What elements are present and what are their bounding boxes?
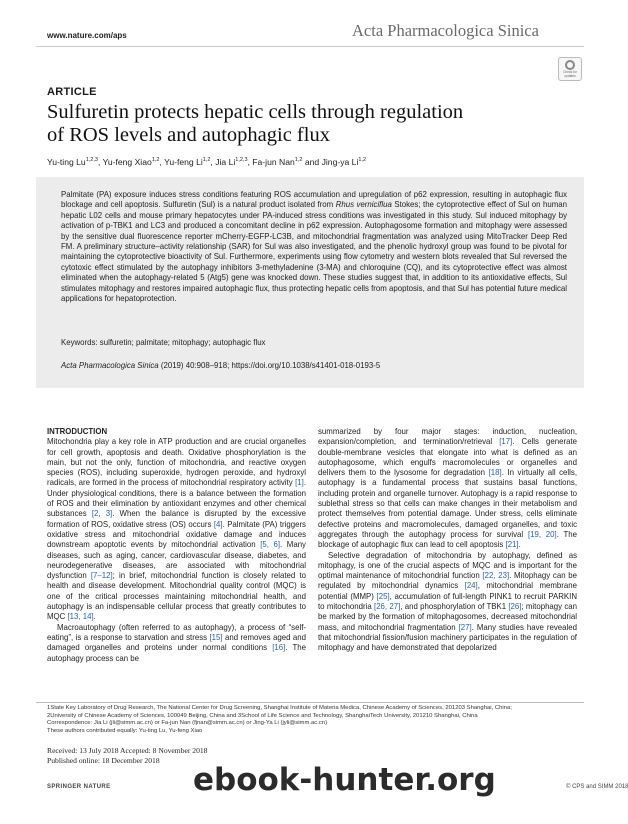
- reference-link[interactable]: [27]: [458, 622, 472, 632]
- author-name[interactable]: Jing-ya Li: [321, 157, 359, 167]
- author-affiliation: 1,2: [358, 157, 367, 164]
- author-affiliation: 1,2,3: [235, 157, 248, 164]
- reference-link[interactable]: [26]: [508, 602, 522, 612]
- reference-link[interactable]: [18]: [488, 468, 502, 478]
- reference-link[interactable]: [21]: [505, 540, 519, 550]
- reference-link[interactable]: [13, 14]: [67, 612, 94, 622]
- header-divider: [36, 46, 584, 47]
- reference-link[interactable]: [7–12]: [90, 571, 113, 581]
- reference-link[interactable]: [2, 3]: [91, 509, 113, 519]
- reference-link[interactable]: [19, 20]: [527, 529, 557, 539]
- reference-link[interactable]: [17]: [499, 437, 513, 447]
- paragraph: summarized by four major stages: induction, nucleation, expansion/completion, and termination/retrieval [17]. Cells generate double-membrane vesicles that elongate into what is defined as an autophagosome, which engulfs macromolecules or organelles and delivers them to the lysosome for degradation [18]. In virtually all cells, autophagy is a fundamental process that sustains basal functions, including protein and organelle turnover. Autophagy is a rapid response to sublethal stress so that cells can make changes in their metabolism and protect themselves from potential damage. Under stress, cells eliminate defective proteins and macromolecules, damaged organelles, and toxic aggregates through the autophagy process for survival [19, 20]. The blockage of autophagic flux can lead to cell apoptosis [21].: [318, 427, 578, 550]
- paragraph: Macroautophagy (often referred to as autophagy), a process of “self-eating”, is a response to starvation and stress [15] and removes aged and damaged organelles and proteins under normal conditions [16]. The autophagy process can be: [47, 622, 307, 663]
- check-updates-label: Check for updates: [563, 69, 577, 78]
- author-affiliation: 1,2,3: [85, 157, 98, 164]
- title-line-2: of ROS levels and autophagic flux: [47, 124, 330, 146]
- body-column-right: [318, 427, 577, 654]
- check-updates-badge[interactable]: [558, 57, 582, 81]
- keywords: Keywords: sulfuretin; palmitate; mitophagy; autophagic flux: [61, 338, 266, 347]
- publisher-logo: SPRINGER NATURE: [47, 784, 111, 790]
- reference-link[interactable]: [16]: [272, 643, 286, 653]
- affiliation-line: 1State Key Laboratory of Drug Research, The National Center for Drug Screening, Shanghai Institute of Materia Medica, Chinese Academy of Sciences, 201203 Shanghai, China;: [47, 705, 512, 711]
- reference-link[interactable]: [1]: [295, 478, 304, 488]
- check-updates-icon: [565, 60, 575, 70]
- equal-contribution-note: These authors contributed equally: Yu-ting Lu, Yu-feng Xiao: [47, 727, 203, 734]
- author-name[interactable]: Fa-jun Nan: [252, 157, 295, 167]
- author-name[interactable]: Yu-feng Li: [164, 157, 203, 167]
- author-affiliation: 1,2: [151, 157, 160, 164]
- reference-link[interactable]: [26, 27]: [374, 602, 401, 612]
- reference-link[interactable]: [15]: [209, 632, 223, 642]
- author-list: Yu-ting Lu$^{1,2,3}$, Yu-feng Xiao$^{1,2}$, Yu-feng Li$^{1,2}$, Jia Li$^{1,2,3}$, Fa-jun Nan$^{1,2}$ and Jing-ya Li$^{1,2}$: [47, 157, 367, 167]
- reference-link[interactable]: [5, 6]: [260, 540, 281, 550]
- abstract-text: Palmitate (PA) exposure induces stress conditions featuring ROS accumulation and upregulation of p62 expression, resulting in autophagic flux blockage and cell apoptosis. Sulfuretin (Sul) is a natural product isolated from Rhus verniciflua Stokes; the cytoprotective effect of Sul on human hepatic L02 cells and mouse primary hepatocytes under PA-induced stress conditions was investigated in this study. Sul induced mitophagy by activation of p-TBK1 and LC3 and produced a concomitant decline in p62 expression. Autophagosome formation and mitophagy were assessed by the sensitive dual fluorescence reporter mCherry-EGFP-LC3B, and mitochondrial fragmentation was analyzed using MitoTracker Deep Red FM. A preliminary structure–activity relationship (SAR) for Sul was also investigated, and the phenolic hydroxyl group was found to be pivotal for maintaining the cytoprotective bioactivity of Sul. Furthermore, experiments using flow cytometry and western blots revealed that Sul reversed the cytotoxic effect stimulated by the autophagy inhibitors 3-methyladenine (3-MA) and chloroquine (CQ), and its cytoprotective effect was almost eliminated when the autophagy-related 5 (Atg5) gene was knocked down. These studies suggest that, in addition to its antioxidative effects, Sul stimulates mitophagy and restores impaired autophagic flux, thus protecting hepatic cells from apoptosis, and that Sul has potential future medical applications for hepatoprotection.: [61, 190, 567, 304]
- citation-line: [61, 361, 380, 370]
- journal-name: Acta Pharmacologica Sinica: [352, 21, 539, 40]
- paragraph: Mitochondria play a key role in ATP production and are crucial organelles for cell growth, apoptosis and death. Oxidative phosphorylation is the main, but not the only, function of mitochondria, and reactive oxygen species (ROS), including superoxide, hydrogen peroxide, and hydroxyl radicals, are formed in the process of mitochondrial respiratory activity [1]. Under physiological conditions, there is a balance between the formation of ROS and their elimination by antioxidant enzymes and other chemical substances [2, 3]. When the balance is disrupted by the excessive formation of ROS, oxidative stress (OS) occurs [4]. Palmitate (PA) triggers oxidative stress and mitochondrial oxidative damage and induces downstream apoptotic events by mitochondrial activation [5, 6]. Many diseases, such as aging, cancer, cardiovascular disease, diabetes, and neurodegenerative diseases, are associated with mitochondrial dysfunction [7–12]; in brief, mitochondrial function is closely related to health and disease development. Mitochondrial quality control (MQC) is one of the critical processes maintaining mitochondrial health, and autophagy is an indispensable cellular process that greatly contributes to MQC [13, 14].: [47, 437, 306, 622]
- author-name[interactable]: Jia Li: [215, 157, 236, 167]
- author-name[interactable]: Yu-ting Lu: [47, 157, 86, 167]
- body-column-left: [47, 427, 306, 664]
- journal-url[interactable]: www.nature.com/aps: [47, 31, 127, 40]
- citation-doi[interactable]: (2019) 40:908–918; https://doi.org/10.1038/s41401-018-0193-5: [158, 361, 381, 370]
- publication-dates: [47, 746, 207, 765]
- affiliation-line: 2University of Chinese Academy of Sciences, 100049 Beijing, China and 3School of Life Science and Technology, ShanghaiTech University, 201210 Shanghai, China: [47, 712, 478, 719]
- affiliations: [47, 705, 587, 735]
- reference-link[interactable]: [25]: [376, 591, 390, 601]
- received-accepted-dates: Received: 13 July 2018 Accepted: 8 November 2018: [47, 746, 208, 755]
- reference-link[interactable]: [22, 23]: [482, 571, 510, 581]
- article-type-label: ARTICLE: [47, 86, 97, 98]
- correspondence-line: Correspondence: Jia Li (jli@simm.ac.cn) or Fa-jun Nan (fjnan@simm.ac.cn) or Jing-Ya Li (jyli@simm.ac.cn): [47, 720, 328, 727]
- section-heading-introduction: INTRODUCTION: [47, 427, 108, 436]
- citation-journal: Acta Pharmacologica Sinica: [61, 361, 159, 370]
- copyright-notice: © CPS and SIMM 2018: [566, 784, 628, 790]
- watermark-text: ebook-hunter.org: [193, 762, 496, 798]
- reference-link[interactable]: [24]: [464, 581, 478, 591]
- title-line-1: Sulfuretin protects hepatic cells through regulation: [47, 101, 464, 123]
- species-name: Rhus verniciflua: [335, 200, 392, 210]
- paragraph: Selective degradation of mitochondria by autophagy, defined as mitophagy, is one of the crucial aspects of MQC and is important for the optimal maintenance of mitochondrial function [22, 23]. Mitophagy can be regulated by mitochondrial dynamics [24], mitochondrial membrane potential (MMP) [25], accumulation of full-length PINK1 to recruit PARKIN to mitochondria [26, 27], and phosphorylation of TBK1 [26]; mitophagy can be marked by the formation of mitophagosomes, decreased mitochondrial mass, and mitochondrial fragmentation [27]. Many studies have revealed that mitochondrial fission/fusion machinery participates in the regulation of mitophagy and have demonstrated that depolarized: [318, 550, 578, 653]
- author-name[interactable]: Yu-feng Xiao: [102, 157, 152, 167]
- affiliation-divider: [36, 702, 584, 703]
- author-affiliation: 1,2: [294, 157, 303, 164]
- published-date: Published online: 18 December 2018: [47, 755, 160, 765]
- article-title: [47, 101, 567, 147]
- reference-link[interactable]: [4]: [213, 519, 223, 529]
- author-affiliation: 1,2: [202, 157, 211, 164]
